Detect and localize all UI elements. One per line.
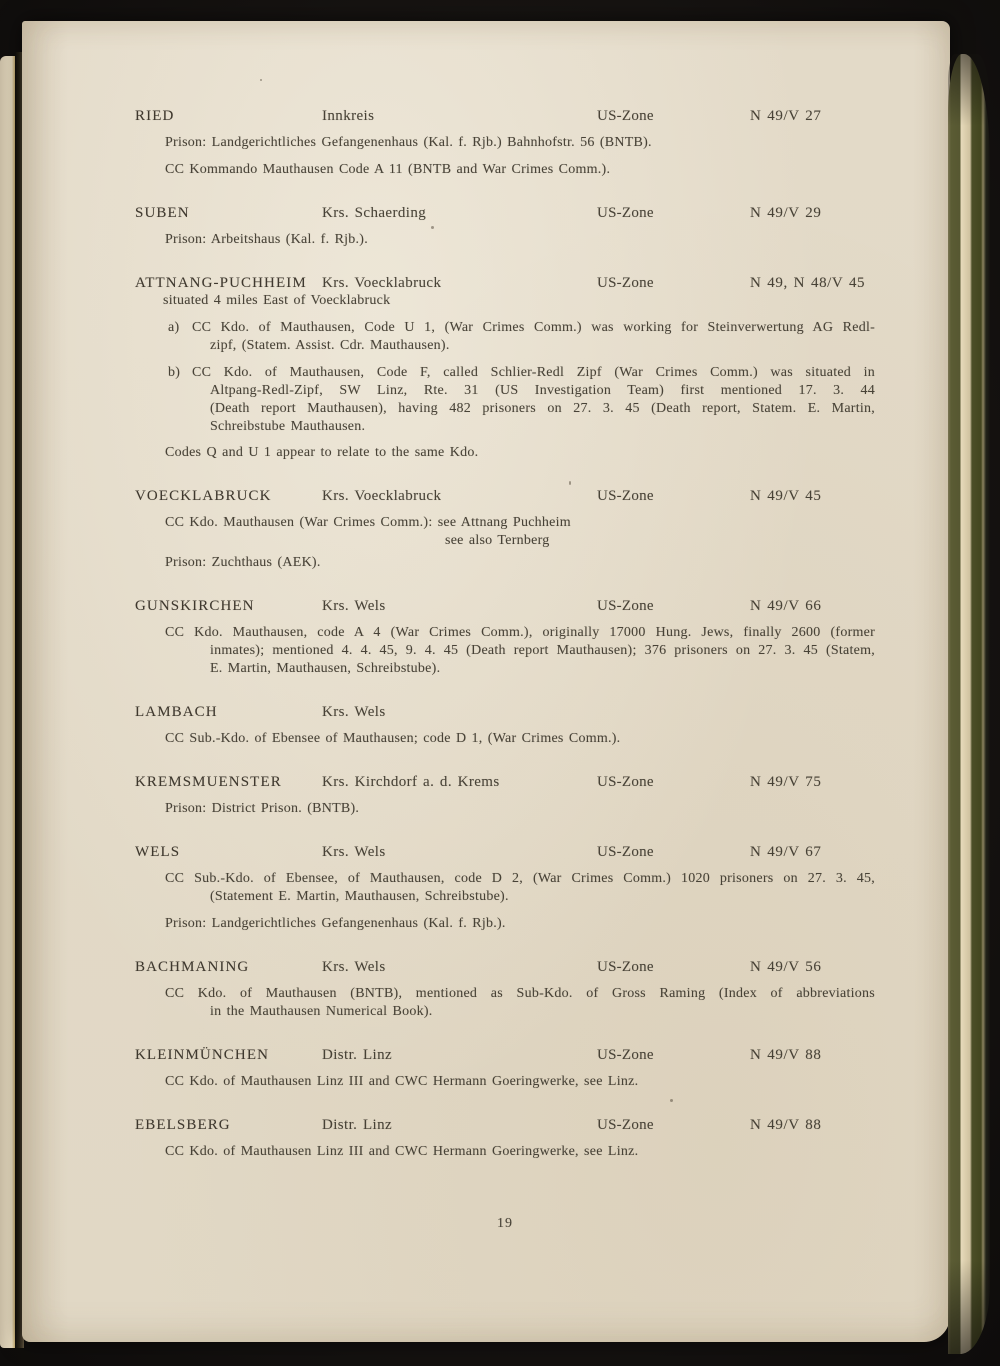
text-line: Prison: District Prison. (BNTB). xyxy=(165,801,360,816)
entry-zone: US-Zone xyxy=(597,1117,654,1133)
entry-coords: N 49/V 88 xyxy=(750,1047,822,1063)
text-line: E. Martin, Mauthausen, Schreibstube). xyxy=(210,661,441,676)
entry-zone: US-Zone xyxy=(597,205,654,221)
text-line: in the Mauthausen Numerical Book). xyxy=(210,1004,433,1019)
text-line: CC Kdo. Mauthausen (War Crimes Comm.): see Attnang Puchheim xyxy=(165,515,571,530)
scan-speck xyxy=(569,481,571,485)
entry-header xyxy=(135,843,875,861)
entry-voecklabruck xyxy=(135,487,875,572)
paragraph xyxy=(135,364,875,436)
text-line xyxy=(168,319,875,337)
paragraph xyxy=(135,532,875,550)
entry-header xyxy=(135,107,875,125)
entry-ebelsberg xyxy=(135,1116,875,1161)
entry-coords: N 49, N 48/V 45 xyxy=(750,275,866,291)
scan-speck xyxy=(670,1099,673,1102)
entry-header xyxy=(135,773,875,791)
text-line: CC Kdo. of Mauthausen Linz III and CWC Hermann Goeringwerke, see Linz. xyxy=(165,1144,639,1159)
text-line: zipf, (Statem. Assist. Cdr. Mauthausen). xyxy=(210,338,450,353)
entry-coords: N 49/V 27 xyxy=(750,108,822,124)
entry-zone: US-Zone xyxy=(597,275,654,291)
entry-kreis: Innkreis xyxy=(322,108,375,124)
entry-name: VOECKLABRUCK xyxy=(135,488,272,504)
entry-kreis: Krs. Wels xyxy=(322,598,386,614)
scan-speck xyxy=(431,226,434,229)
text-line: Prison: Landgerichtliches Gefangenenhaus (Kal. f. Rjb.). xyxy=(165,916,506,931)
text-line: (Statement E. Martin, Mauthausen, Schreibstube). xyxy=(210,889,509,904)
book-page xyxy=(22,21,950,1342)
entry-name: KREMSMUENSTER xyxy=(135,774,282,790)
entry-zone: US-Zone xyxy=(597,598,654,614)
entry-kreis: Krs. Kirchdorf a. d. Krems xyxy=(322,774,500,790)
paragraph xyxy=(135,870,875,906)
entry-header xyxy=(135,958,875,976)
entry-kreis: Krs. Voecklabruck xyxy=(322,488,442,504)
entries xyxy=(135,107,875,1161)
entry-kreis: Krs. Wels xyxy=(322,704,386,720)
entry-name: BACHMANING xyxy=(135,959,250,975)
entry-lambach xyxy=(135,703,875,748)
paragraph xyxy=(135,1143,875,1161)
page-content xyxy=(135,21,875,1233)
paragraph xyxy=(135,985,875,1021)
entry-kremsmuenster xyxy=(135,773,875,818)
entry-subtitle: situated 4 miles East of Voecklabruck xyxy=(163,293,391,308)
entry-zone: US-Zone xyxy=(597,108,654,124)
entry-name: LAMBACH xyxy=(135,704,218,720)
entry-coords: N 49/V 56 xyxy=(750,959,822,975)
text-line: Prison: Landgerichtliches Gefangenenhaus (Kal. f. Rjb.) Bahnhofstr. 56 (BNTB). xyxy=(165,135,652,150)
entry-bachmaning xyxy=(135,958,875,1021)
entry-suben xyxy=(135,204,875,249)
text-line-text: CC Kdo. of Mauthausen, Code U 1, (War Crimes Comm.) was working for Steinverwertung AG Redl- xyxy=(192,320,875,335)
entry-kreis: Distr. Linz xyxy=(322,1117,393,1133)
entry-name: EBELSBERG xyxy=(135,1117,231,1133)
paragraph xyxy=(135,161,875,179)
text-line: CC Sub.-Kdo. of Ebensee, of Mauthausen, code D 2, (War Crimes Comm.) 1020 prisoners on 27. 3. 45, xyxy=(165,871,875,886)
text-line: inmates); mentioned 4. 4. 45, 9. 4. 45 (Death report Mauthausen); 376 prisoners on 27. 3. 45 (Statem, xyxy=(210,643,875,658)
text-line: CC Kommando Mauthausen Code A 11 (BNTB and War Crimes Comm.). xyxy=(165,162,611,177)
entry-header xyxy=(135,487,875,505)
entry-header xyxy=(135,274,875,292)
entry-header xyxy=(135,1046,875,1064)
scan-speck xyxy=(260,79,262,81)
entry-name: GUNSKIRCHEN xyxy=(135,598,255,614)
paragraph xyxy=(135,134,875,152)
entry-zone: US-Zone xyxy=(597,774,654,790)
entry-gunskirchen xyxy=(135,597,875,678)
text-line: Altpang-Redl-Zipf, SW Linz, Rte. 31 (US Investigation Team) first mentioned 17. 3. 44 xyxy=(210,383,875,398)
text-line: CC Kdo. of Mauthausen (BNTB), mentioned as Sub-Kdo. of Gross Raming (Index of abbreviations xyxy=(165,986,875,1001)
entry-zone: US-Zone xyxy=(597,959,654,975)
paragraph xyxy=(135,514,875,532)
entry-zone: US-Zone xyxy=(597,1047,654,1063)
entry-attnang-puchheim xyxy=(135,274,875,462)
entry-kreis: Krs. Wels xyxy=(322,844,386,860)
paragraph xyxy=(135,319,875,355)
book-page-edges xyxy=(948,54,990,1354)
paragraph xyxy=(135,800,875,818)
entry-header xyxy=(135,597,875,615)
entry-coords: N 49/V 88 xyxy=(750,1117,822,1133)
entry-kreis: Krs. Schaerding xyxy=(322,205,427,221)
entry-coords: N 49/V 75 xyxy=(750,774,822,790)
text-line: Prison: Arbeitshaus (Kal. f. Rjb.). xyxy=(165,232,368,247)
entry-name: RIED xyxy=(135,108,175,124)
paragraph xyxy=(135,231,875,249)
text-line xyxy=(168,364,875,382)
entry-coords: N 49/V 29 xyxy=(750,205,822,221)
paragraph xyxy=(135,624,875,678)
entry-kreis: Distr. Linz xyxy=(322,1047,393,1063)
entry-header xyxy=(135,1116,875,1134)
entry-name: KLEINMÜNCHEN xyxy=(135,1047,270,1063)
entry-ried xyxy=(135,107,875,179)
paragraph xyxy=(135,444,875,462)
text-line: (Death report Mauthausen), having 482 prisoners on 27. 3. 45 (Death report, Statem. E. Martin, xyxy=(210,401,875,416)
letter-label: b) xyxy=(168,365,181,380)
entry-wels xyxy=(135,843,875,933)
entry-coords: N 49/V 67 xyxy=(750,844,822,860)
entry-kreis: Krs. Wels xyxy=(322,959,386,975)
text-line: see also Ternberg xyxy=(445,533,550,548)
entry-zone: US-Zone xyxy=(597,488,654,504)
entry-coords: N 49/V 45 xyxy=(750,488,822,504)
text-line: Schreibstube Mauthausen. xyxy=(210,419,366,434)
paragraph xyxy=(135,1073,875,1091)
text-line: CC Kdo. Mauthausen, code A 4 (War Crimes Comm.), originally 17000 Hung. Jews, finally 2600 (former xyxy=(165,625,875,640)
entry-zone: US-Zone xyxy=(597,844,654,860)
entry-header xyxy=(135,204,875,222)
paragraph xyxy=(135,915,875,933)
entry-kreis: Krs. Voecklabruck xyxy=(322,275,442,291)
paragraph xyxy=(135,554,875,572)
text-line: CC Kdo. of Mauthausen Linz III and CWC Hermann Goeringwerke, see Linz. xyxy=(165,1074,639,1089)
paragraph xyxy=(135,730,875,748)
entry-coords: N 49/V 66 xyxy=(750,598,822,614)
entry-name: ATTNANG-PUCHHEIM xyxy=(135,275,307,291)
page-number: 19 xyxy=(497,1216,513,1231)
entry-kleinm-nchen xyxy=(135,1046,875,1091)
letter-label: a) xyxy=(168,320,180,335)
text-line: Codes Q and U 1 appear to relate to the same Kdo. xyxy=(165,445,479,460)
text-line-text: CC Kdo. of Mauthausen, Code F, called Schlier-Redl Zipf (War Crimes Comm.) was situated in xyxy=(192,365,875,380)
entry-name: SUBEN xyxy=(135,205,190,221)
text-line: Prison: Zuchthaus (AEK). xyxy=(165,555,321,570)
entry-name: WELS xyxy=(135,844,181,860)
entry-header xyxy=(135,703,875,721)
text-line: CC Sub.-Kdo. of Ebensee of Mauthausen; code D 1, (War Crimes Comm.). xyxy=(165,731,621,746)
